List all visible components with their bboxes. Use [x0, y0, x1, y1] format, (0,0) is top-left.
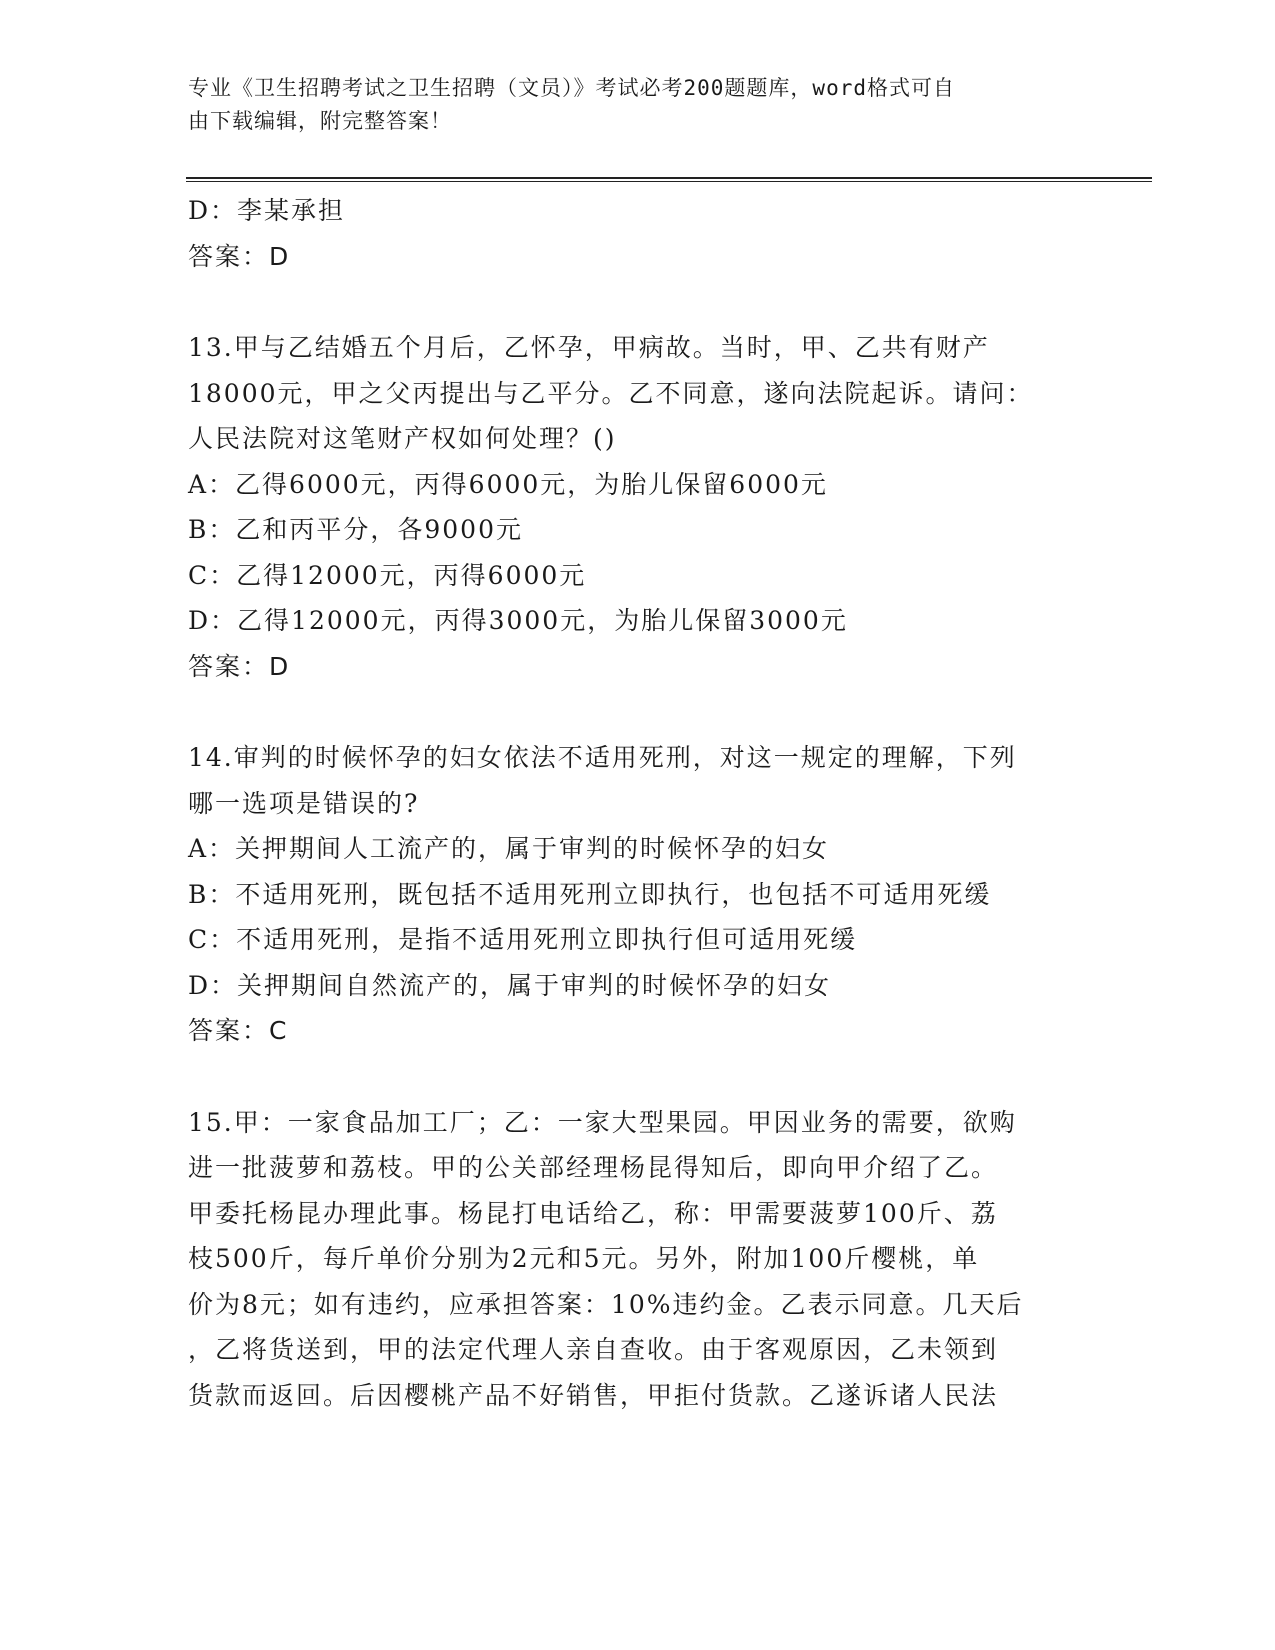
- q15-stem-line: 价为8元；如有违约，应承担答案：10%违约金。乙表示同意。几天后: [188, 1289, 1024, 1319]
- q14-option-c: C：不适用死刑，是指不适用死刑立即执行但可适用死缓: [188, 925, 858, 954]
- q14-answer: 答案：C: [188, 1016, 289, 1045]
- q15-stem-line: 货款而返回。后因樱桃产品不好销售，甲拒付货款。乙遂诉诸人民法: [188, 1380, 999, 1410]
- q12-option-d: D：李某承担: [188, 196, 346, 225]
- question-15: [188, 1100, 1088, 1419]
- q14-option-b: B：不适用死刑，既包括不适用死刑立即执行，也包括不可适用死缓: [188, 879, 992, 909]
- q13-option-d: D：乙得12000元，丙得3000元，为胎儿保留3000元: [188, 606, 848, 635]
- q15-stem-line: 15.甲：一家食品加工厂；乙：一家大型果园。甲因业务的需要，欲购: [188, 1107, 1017, 1137]
- spacer: [188, 689, 1088, 735]
- q15-stem-line: ，乙将货送到，甲的法定代理人亲自查收。由于客观原因，乙未领到: [188, 1335, 999, 1364]
- q13-stem-line: 人民法院对这笔财产权如何处理？(): [188, 424, 617, 453]
- header-divider-thin: [186, 181, 1152, 182]
- document-body: [188, 188, 1088, 1418]
- q14-option-a: A：关押期间人工流产的，属于审判的时候怀孕的妇女: [188, 834, 830, 863]
- q13-option-a: A：乙得6000元，丙得6000元，为胎儿保留6000元: [188, 469, 828, 499]
- q13-answer: 答案：D: [188, 651, 291, 681]
- q14-stem-line: 哪一选项是错误的?: [188, 788, 420, 818]
- spacer: [188, 279, 1088, 325]
- header-line-1: 专业《卫生招聘考试之卫生招聘（文员）》考试必考200题题库，word格式可自: [188, 76, 955, 100]
- q15-stem-line: 甲委托杨昆办理此事。杨昆打电话给乙，称：甲需要菠萝100斤、荔: [188, 1198, 998, 1228]
- q15-stem-line: 枝500斤，每斤单价分别为2元和5元。另外，附加100斤樱桃，单: [188, 1244, 980, 1273]
- question-14: [188, 735, 1088, 1054]
- document-header: [188, 72, 1088, 138]
- spacer: [188, 1054, 1088, 1100]
- q13-stem-line: 13.甲与乙结婚五个月后，乙怀孕，甲病故。当时，甲、乙共有财产: [188, 333, 990, 362]
- q13-option-b: B：乙和丙平分，各9000元: [188, 515, 523, 544]
- header-line-2: 由下载编辑，附完整答案！: [188, 109, 452, 133]
- q15-stem-line: 进一批菠萝和荔枝。甲的公关部经理杨昆得知后，即向甲介绍了乙。: [188, 1153, 999, 1182]
- q13-option-c: C：乙得12000元，丙得6000元: [188, 560, 587, 590]
- q13-stem-line: 18000元，甲之父丙提出与乙平分。乙不同意，遂向法院起诉。请问：: [188, 378, 1034, 408]
- q12-answer: 答案：D: [188, 241, 291, 271]
- q14-option-d: D：关押期间自然流产的，属于审判的时候怀孕的妇女: [188, 970, 832, 1000]
- header-divider-thick: [186, 177, 1152, 179]
- q14-stem-line: 14.审判的时候怀孕的妇女依法不适用死刑，对这一规定的理解，下列: [188, 743, 1017, 772]
- question-13: [188, 325, 1088, 689]
